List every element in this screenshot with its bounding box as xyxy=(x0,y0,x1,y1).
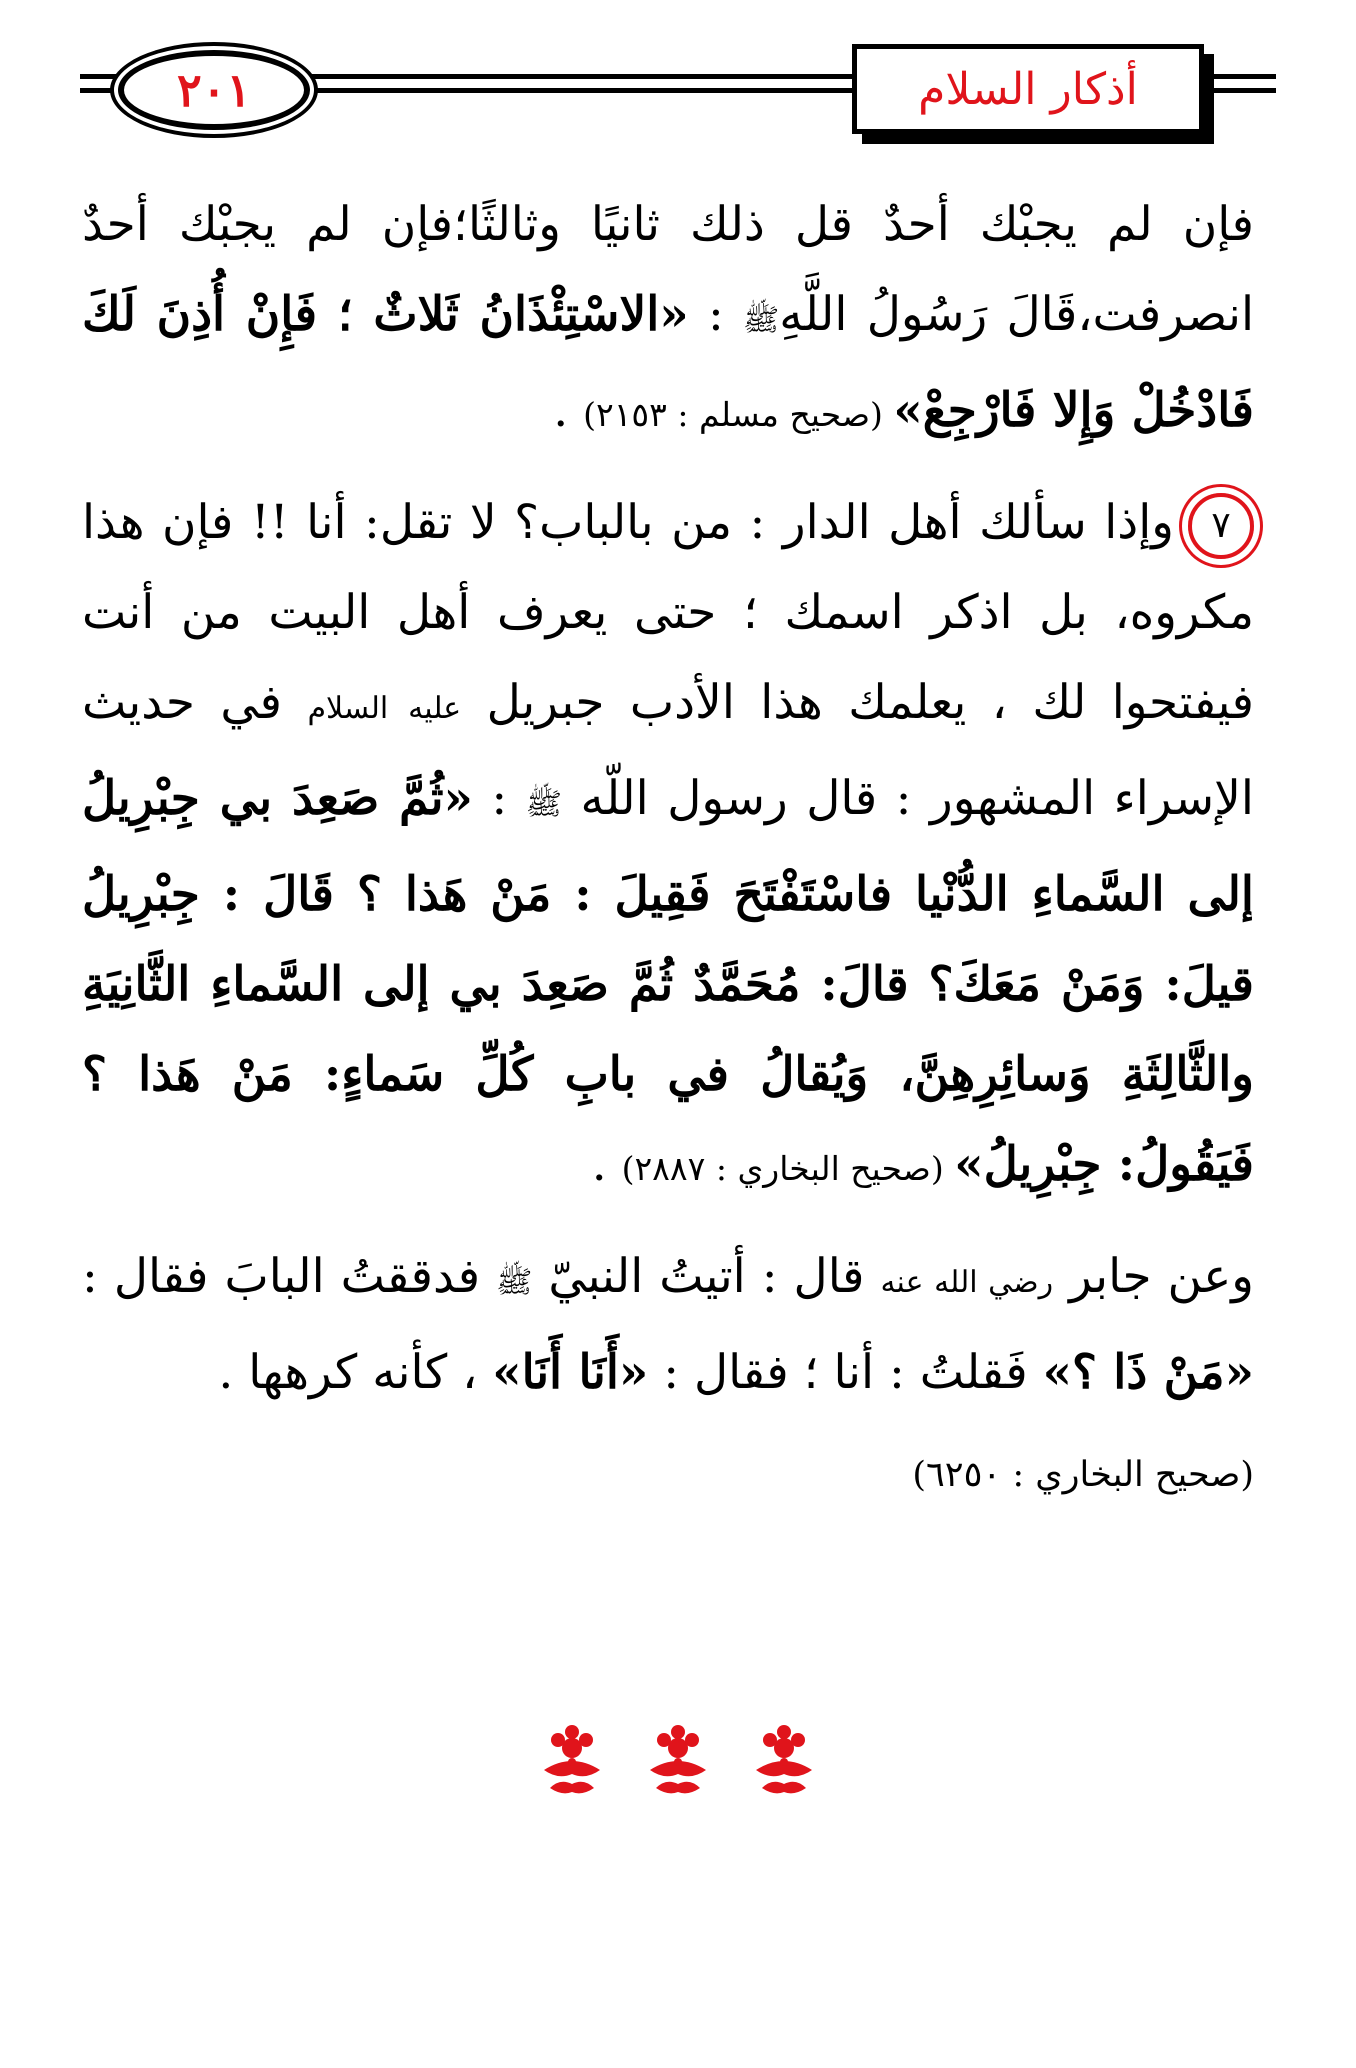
p3-quote-1: «مَنْ ذَا ؟» xyxy=(1042,1345,1254,1400)
p2-text-3: : xyxy=(472,771,526,826)
salawat-icon: ﷺ xyxy=(743,303,780,338)
item-number-badge: ٧ xyxy=(1188,493,1254,559)
page-header xyxy=(0,0,1356,150)
book-title-box xyxy=(852,44,1204,134)
paragraph-3 xyxy=(82,1232,1254,1418)
p1-sep: : xyxy=(688,287,744,342)
p1-text: فإن لم يجبْك أحدٌ قل ذلك ثانيًا وثالثًا؛فإن لم يجبْك أحدٌ انصرفت،قَالَ رَسُولُ اللَّهِ xyxy=(82,197,1255,342)
floral-ornament-icon xyxy=(530,1718,614,1802)
p3-reference: (صحيح البخاري : ٦٢٥٠) xyxy=(912,1455,1254,1495)
salawat-icon: ﷺ xyxy=(525,787,563,822)
p3-text-3: فدققتُ البابَ فقال : xyxy=(82,1249,497,1304)
p1-reference: (صحيح مسلم : ٢١٥٣) xyxy=(583,395,894,434)
p3-text-4: فَقلتُ : أنا ؛ فقال : xyxy=(648,1345,1043,1400)
alayhis-salam-icon: عليه السلام xyxy=(307,691,462,726)
paragraph-1 xyxy=(82,180,1254,460)
page-number: ٢٠١ xyxy=(176,63,252,117)
p2-end: . xyxy=(591,1137,622,1192)
p3-quote-2: «أَنَا أَنَا» xyxy=(492,1345,649,1400)
p1-hadith-quote: «الاسْتِئْذَانُ ثَلاثٌ ؛ فَإِنْ أُذِنَ لَكَ فَادْخُلْ وَإِلا فَارْجِعْ» xyxy=(82,287,1254,438)
paragraph-2 xyxy=(82,478,1254,1214)
p2-reference: (صحيح البخاري : ٢٨٨٧) xyxy=(621,1149,955,1188)
radiallahu-anhu-icon: رضي الله عنه xyxy=(880,1265,1054,1300)
floral-ornament-icon xyxy=(636,1718,720,1802)
p1-end: . xyxy=(553,383,584,438)
salawat-icon: ﷺ xyxy=(496,1265,533,1300)
ornament-row xyxy=(0,1718,1356,1802)
p2-text-2: في حديث الإسراء المشهور : قال رسول اللّه xyxy=(82,675,1254,826)
p2-hadith-quote: «ثُمَّ صَعِدَ بي جِبْرِيلُ إلى السَّماءِ الدُّنْيا فاسْتَفْتَحَ فَقِيلَ : مَنْ هَذا ؟ قَالَ : جِبْرِيلُ قيلَ: وَمَنْ مَعَكَ؟ قالَ: مُحَمَّدٌ ثُمَّ صَعِدَ بي إلى السَّماءِ الثَّانِيَةِ والثَّالِثَةِ وَسائِرِهِنَّ، وَيُقالُ في بابِ كُلِّ سَماءٍ: مَنْ هَذا ؟ فَيَقُولُ: جِبْرِيلُ» xyxy=(82,771,1254,1192)
page-body xyxy=(82,180,1254,1520)
page-number-oval xyxy=(118,50,310,130)
p3-text-1: وعن جابر xyxy=(1053,1249,1254,1304)
floral-ornament-icon xyxy=(742,1718,826,1802)
p3-text-2: قال : أتيتُ النبيّ xyxy=(532,1249,881,1304)
p2-text-1: وإذا سألك أهل الدار : من بالباب؟ لا تقل: أنا !! فإن هذا مكروه، بل اذكر اسمك ؛ حتى يعرف أهل البيت من أنت فيفتحوا لك ، يعلمك هذا الأدب جبريل xyxy=(82,495,1254,730)
p3-text-5: ، كأنه كرهها . xyxy=(218,1345,493,1400)
book-title: أذكار السلام xyxy=(918,63,1138,115)
